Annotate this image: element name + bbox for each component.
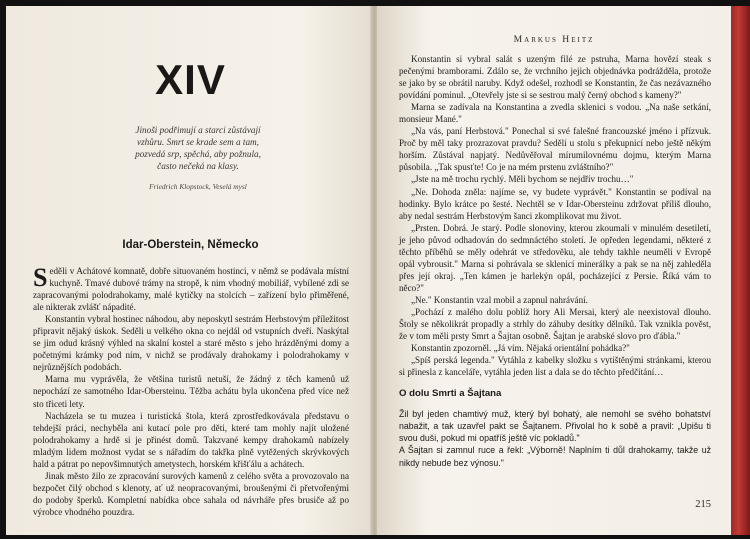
paragraph: Seděli v Achátové komnatě, dobře situovaném hostinci, v němž se podávala místní kuchyně. Tmavé dubové trámy na stropě, k nim vhodný mobiliář, vybílené zdi se zapracovanými polodrahokamy, malé kytičky na stolcích – zařízení bylo přiměřené, ale nikterak zvlášť nápadité.: [33, 263, 349, 313]
paragraph: Marna se zadívala na Konstantina a zvedla sklenici s vodou. „Na naše setkání, monsieur Mané.": [399, 102, 711, 125]
left-body-text: [33, 265, 349, 518]
epigraph-line: vzhůru. Smrt se krade sem a tam,: [137, 137, 259, 147]
story-text: [399, 408, 711, 468]
paragraph: „Pochází z malého dolu poblíž hory Ali Mersai, který ale neexistoval dlouho. Štoly se několikrát propadly a strhly do záhuby desítky dělníků. Tak vznikla pověst, že v tom měli prsty Smrt a Šajtan osobně. Šajtan je arabské slovo pro ďábla.": [399, 306, 711, 342]
epigraph-source: Friedrich Klopstock, Veselá mysl: [149, 182, 247, 191]
paragraph: „Spíš perská legenda." Vytáhla z kabelky složku s vytištěnými stránkami, kterou si přinesla z kanceláře, vytáhla jeden list a dala se do těchto předčítání…: [399, 355, 711, 378]
book-cover-edge: [731, 6, 750, 535]
paragraph: Konstantin vybral hostinec náhodou, aby neposkytl sestrám Herbstovým příležitost připravit nějaký úskok. Seděli u velkého okna co nejdál od vstupních dveří. Naskýtal se jim odud krásný výhled na skalní kostel a staré město s jeho hrázděnými domy a početnými krámky pod ním, v nichž se prodávaly drahokamy i polodrahokamy v nejrůznějších podobách.: [33, 314, 349, 373]
epigraph-line: často nečeká na klasy.: [157, 161, 239, 171]
paragraph: Jinak město žilo ze zpracování surových kamenů z celého světa a provozovalo na bezpočet čilý obchod s klenoty, ať už neopracovanými, broušenými či přetvořenými do podoby šperků. Kompletní nabídka obce sahala od návrháře přes brusiče až po výrobce vhodného pouzdra.: [33, 470, 349, 517]
right-page: [377, 6, 731, 535]
right-body-text: [399, 53, 711, 469]
dropcap: S: [33, 263, 48, 292]
paragraph: „Na vás, paní Herbstová." Ponechal si své falešné francouzské jméno i přízvuk. Proč by měl taky prozrazovat pravdu? Sedělí u stolu s překupnicí nebo ještě někým horším. Zůstával napjatý. Nedůvěřoval mírumilovnému dojmu, kterým Marna působila. „Tak spusťte! Co je na mém prstenu zvláštního?": [399, 126, 711, 173]
paragraph: Žil byl jeden chamtivý muž, který byl bohatý, ale nemohl se svého bohatství nabažit, a tak uzavřel pakt se Šajtanem. Přivolal ho k sobě a pravil: „Upišu ti svou duši, pokud mi opatříš ještě víc pokladů.": [399, 409, 711, 444]
paragraph: Marna mu vyprávěla, že většina turistů netuší, že žádný z těch kamenů už nepochází ze samotného Idar-Obersteinu. Těžba achátu byla ukončena před více než sto třiceti lety.: [33, 374, 349, 409]
paragraph: A Šajtan si zamnul ruce a řekl: „Výborně! Naplním ti důl drahokamy, takže už nikdy nebude bez výnosu.": [399, 445, 711, 468]
chapter-number: XIV: [155, 56, 226, 103]
paragraph: Konstantin si vybral salát s uzeným filé ze pstruha, Marna hovězí steak s pečenými bramborami. Zdálo se, že vrchního jejich objednávka podrážděla, protože se jako by se obrátil naruby. Když odešel, rozhodl se Konstantin, že čas nezávazného povídání pominul. „Otevřely jste si se sestrou malý černý obchod s kameny?": [399, 54, 711, 101]
running-head: Markus Heitz: [513, 34, 595, 45]
epigraph-line: pozvedá srp, spěchá, aby požnula,: [135, 149, 261, 159]
page-number: 215: [695, 499, 711, 510]
paragraph: Nacházela se tu muzea i turistická štola, která zprostředkovávala představu o tehdejší práci, nechyběla ani kutací pole pro děti, které tam mohly najít uložené polodrahokamy a hrdě si je přinést domů. Takzvané kempy drahokamů nabízely mladým lidem možnost vydat se s nářadím do takřka plně vytěžených skrývkových hald a pátrat po nepovšimnutých ametystech, horském křišťálu a achátech.: [33, 410, 349, 469]
paragraph: „Ne. Dohoda zněla: najíme se, vy budete vyprávět." Konstantin se podíval na hodinky. Bylo krátce po šesté. Nechtěl se v Idar-Obersteinu zdržovat příliš dlouho, aby nedal sestrám Herbstovým šanci zkomplikovat mu život.: [399, 186, 711, 221]
paragraph: „Prsten. Dobrá. Je starý. Podle slonoviny, kterou zkoumali v minulém desetiletí, je jeho původ odhadován do sedmnáctého století. Je opředen legendami, některé z těchto příběhů se měly odehrát ve středověku, ale tehdy takhle neuměli v Evropě opál vybrousit." Marna si pohrávala se sklenicí minerálky a pak se na něj zahleděla přes její okraj. „Ten kámen je harlekýn opál, pocházející z Persie. Říká vám to něco?": [399, 222, 711, 293]
paragraph: „Ne." Konstantin vzal mobil a zapnul nahrávání.: [411, 294, 588, 305]
left-page: [6, 6, 375, 535]
epigraph: [106, 124, 290, 172]
epigraph-line: Jinoši podřimují a starci zůstávají: [135, 125, 261, 135]
paragraph: „Jste na mě trochu rychlý. Měli bychom se nejdřív trochu…": [411, 174, 634, 185]
paragraph: Konstantin zpozorněl. „Já vím. Nějaká orientální pohádka?": [411, 343, 630, 354]
section-title: Idar-Oberstein, Německo: [122, 239, 259, 251]
story-subheading: O dolu Smrti a Šajtana: [399, 388, 502, 400]
